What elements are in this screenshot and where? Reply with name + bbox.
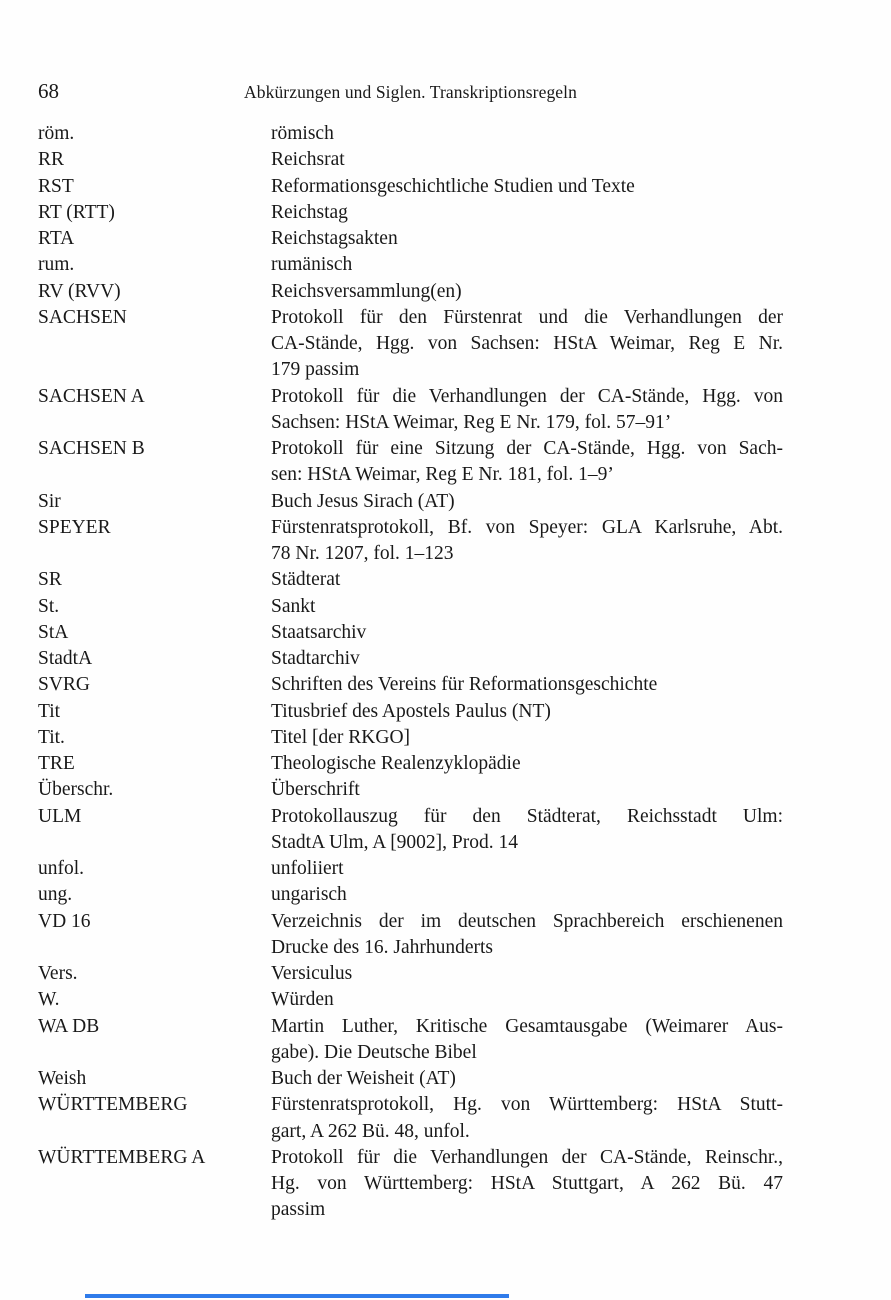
abbr-term: unfol. [38,858,85,879]
abbr-term: SR [38,569,62,591]
abbr-definition [271,961,783,987]
abbr-definition [271,515,783,568]
abbreviation-entry [38,987,783,1013]
abbr-term: RST [38,175,74,197]
abbreviation-entry [38,856,783,882]
abbr-term: SACHSEN [38,306,127,328]
definition-line: StadtA Ulm, A [9002], Prod. 14 [271,831,519,853]
abbreviation-entry [38,672,783,698]
abbr-term: RT (RTT) [38,201,115,223]
abbr-definition [271,909,783,962]
abbr-definition [271,279,783,305]
definition-line: Fürstenratsprotokoll, Bf. von Speyer: GLA Karlsruhe, Abt. [271,516,783,538]
abbr-term: WA DB [38,1015,100,1037]
definition-line: Reichstag [271,201,348,223]
abbr-term: TRE [38,753,75,774]
definition-line: Martin Luther, Kritische Gesamtausgabe (Weimarer Aus- [271,1015,783,1037]
definition-line: 78 Nr. 1207, fol. 1–123 [271,543,454,564]
abbr-definition [271,882,783,908]
definition-line: passim [271,1199,326,1221]
abbr-term: WÜRTTEMBERG [38,1094,188,1116]
abbr-definition [271,777,783,803]
abbr-term: ULM [38,805,82,827]
abbr-definition [271,1014,783,1067]
abbr-definition [271,200,783,226]
abbr-definition [271,804,783,857]
definition-line: Reichsrat [271,149,345,171]
abbr-definition [271,252,783,278]
abbr-term: rum. [38,254,75,276]
definition-line: Drucke des 16. Jahrhunderts [271,936,494,958]
definition-line: Städterat [271,569,341,591]
abbr-definition [271,305,783,384]
definition-line: Sachsen: HStA Weimar, Reg E Nr. 179, fol. 57–91’ [271,411,672,433]
definition-line: Fürstenratsprotokoll, Hg. von Württemberg: HStA Stutt- [271,1094,783,1116]
abbr-definition [271,856,783,882]
abbreviation-entry [38,436,783,489]
abbreviation-list [38,121,783,1224]
abbreviation-entry [38,226,783,252]
definition-line: Protokoll für die Verhandlungen der CA-Stände, Hgg. von [271,385,783,407]
abbr-definition [271,147,783,173]
abbr-term: röm. [38,123,75,144]
definition-line: Reichsversammlung(en) [271,280,462,302]
definition-line: gart, A 262 Bü. 48, unfol. [271,1120,470,1142]
abbreviation-entry [38,1145,783,1224]
definition-line: Reichstagsakten [271,228,398,249]
abbr-definition [271,987,783,1013]
abbr-definition [271,594,783,620]
abbr-term: RV (RVV) [38,280,121,302]
definition-line: Schriften des Vereins für Reformationsgeschichte [271,674,658,696]
definition-line: Titusbrief des Apostels Paulus (NT) [271,700,551,722]
definition-line: ungarisch [271,884,347,906]
definition-line: Titel [der RKGO] [271,726,411,748]
abbr-definition [271,620,783,646]
abbreviation-entry [38,1092,783,1145]
abbr-term: Sir [38,490,61,512]
abbr-term: Tit [38,700,61,722]
abbr-term: SACHSEN B [38,438,145,459]
abbr-term: SVRG [38,674,91,696]
abbr-term: RR [38,149,65,171]
definition-line: 179 passim [271,359,360,381]
definition-line: CA-Stände, Hgg. von Sachsen: HStA Weimar, Reg E Nr. [271,333,783,354]
abbreviation-entry [38,252,783,278]
abbr-term: SPEYER [38,516,111,538]
abbr-definition [271,489,783,515]
definition-line: Theologische Realenzyklopädie [271,753,521,774]
definition-line: Buch Jesus Sirach (AT) [271,490,455,512]
definition-line: Würden [271,989,334,1011]
abbr-term: Tit. [38,726,65,748]
abbr-term: WÜRTTEMBERG A [38,1146,206,1168]
definition-line: Staatsarchiv [271,621,367,643]
abbreviation-entry [38,751,783,777]
abbr-definition [271,174,783,200]
abbr-term: SACHSEN A [38,385,145,407]
page-number: 68 [38,79,59,103]
abbreviation-entry [38,777,783,803]
abbreviation-entry [38,909,783,962]
abbreviation-entry [38,567,783,593]
definition-line: Buch der Weisheit (AT) [271,1068,456,1089]
abbreviation-entry [38,725,783,751]
abbreviation-entry [38,147,783,173]
definition-line: sen: HStA Weimar, Reg E Nr. 181, fol. 1–9’ [271,464,614,486]
definition-line: Hg. von Württemberg: HStA Stuttgart, A 262 Bü. 47 [271,1173,783,1194]
abbr-definition [271,436,783,489]
abbreviation-entry [38,305,783,384]
abbr-definition [271,699,783,725]
abbr-term: StadtA [38,648,93,669]
abbreviation-entry [38,515,783,568]
abbreviation-entry [38,804,783,857]
abbr-term: RTA [38,228,75,249]
abbr-term: Weish [38,1068,87,1089]
abbreviation-entry [38,384,783,437]
definition-line: rumänisch [271,254,353,276]
abbr-term: StA [38,621,69,643]
abbr-definition [271,646,783,672]
abbr-definition [271,1092,783,1145]
definition-line: Verzeichnis der im deutschen Sprachbereich erschienenen [271,910,783,932]
abbreviation-entry [38,489,783,515]
abbr-term: W. [38,989,60,1011]
abbr-definition [271,384,783,437]
abbr-definition [271,1145,783,1224]
abbr-definition [271,672,783,698]
abbr-definition [271,567,783,593]
definition-line: Protokoll für eine Sitzung der CA-Stände, Hgg. von Sach- [271,438,783,459]
abbreviation-entry [38,200,783,226]
abbreviation-entry [38,699,783,725]
definition-line: Reformationsgeschichtliche Studien und Texte [271,175,635,197]
abbreviation-entry [38,620,783,646]
abbreviation-entry [38,961,783,987]
abbr-definition [271,121,783,147]
definition-line: Versiculus [271,963,353,984]
definition-line: Protokollauszug für den Städterat, Reichsstadt Ulm: [271,805,783,827]
definition-line: römisch [271,123,334,144]
abbreviation-entry [38,1014,783,1067]
definition-line: Sankt [271,595,316,617]
definition-line: Protokoll für die Verhandlungen der CA-Stände, Reinschr., [271,1146,783,1168]
abbr-definition [271,751,783,777]
abbr-definition [271,1066,783,1092]
abbreviation-entry [38,174,783,200]
abbr-term: ung. [38,884,73,906]
abbr-definition [271,725,783,751]
running-header: Abkürzungen und Siglen. Transkriptionsregeln [244,82,577,102]
definition-line: unfoliiert [271,858,344,879]
abbreviation-entry [38,1066,783,1092]
abbr-term: Vers. [38,963,78,984]
abbreviation-entry [38,646,783,672]
abbreviation-entry [38,121,783,147]
abbreviation-entry [38,279,783,305]
definition-line: Überschrift [271,779,360,801]
abbreviation-entry [38,594,783,620]
abbreviation-entry [38,882,783,908]
definition-line: Stadtarchiv [271,648,360,669]
abbr-term: St. [38,595,60,617]
definition-line: gabe). Die Deutsche Bibel [271,1041,477,1063]
abbr-term: Überschr. [38,779,114,801]
definition-line: Protokoll für den Fürstenrat und die Verhandlungen der [271,306,783,328]
abbr-term: VD 16 [38,910,91,932]
abbr-definition [271,226,783,252]
bottom-blue-line [85,1294,509,1298]
